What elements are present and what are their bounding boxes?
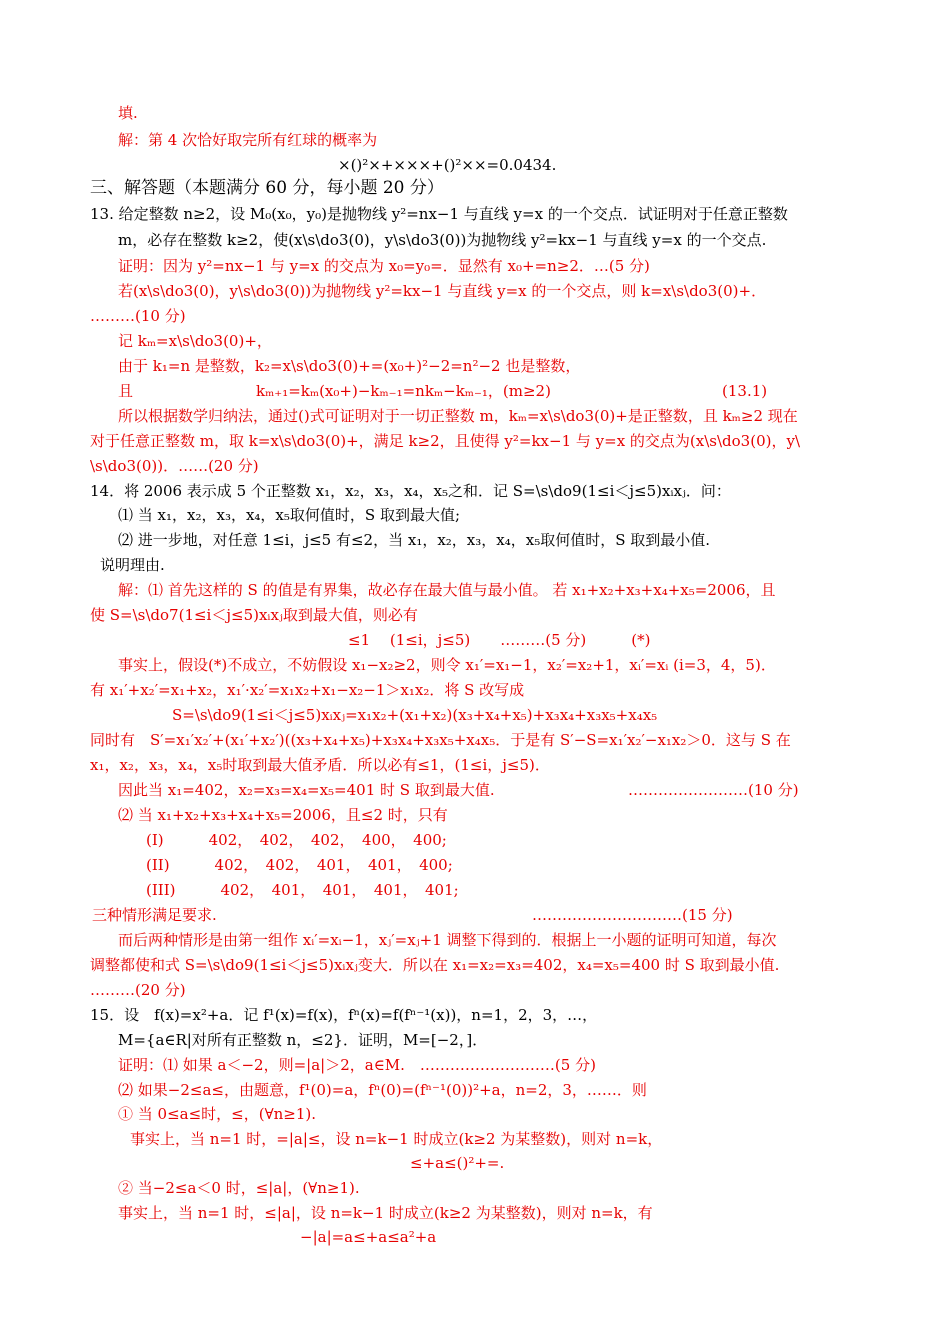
solution-line: 同时有 S′=x₁′x₂′+(x₁′+x₂′)((x₃+x₄+x₅)+x₃x₄+x₃x₅+x₄x₅．于是有 S′−S=x₁′x₂′−x₁x₂＞0．这与 S 在: [90, 731, 791, 749]
proof-equation: kₘ₊₁=kₘ(x₀+)−kₘ₋₁=nkₘ−kₘ₋₁，(m≥2): [256, 382, 551, 400]
solution-line: ………(20 分): [90, 981, 186, 999]
proof-line: 证明：⑴ 如果 a＜−2，则=|a|＞2，a∈M. ………………………(5 分): [118, 1056, 596, 1074]
solution-line: ⑵ 当 x₁+x₂+x₃+x₄+x₅=2006，且≤2 时，只有: [118, 806, 448, 824]
proof-line: 所以根据数学归纳法，通过()式可证明对于一切正整数 m，kₘ=x\s\do3(0)+是正整数，且 kₘ≥2 现在: [118, 407, 798, 425]
solution-line: x₁，x₂，x₃，x₄，x₅时取到最大值矛盾．所以必有≤1，(1≤i，j≤5)．: [90, 756, 550, 774]
proof-line: ① 当 0≤a≤时，≤，(∀n≥1).: [118, 1105, 317, 1123]
problem-14-line: 说明理由.: [100, 556, 165, 574]
solution-line: 有 x₁′+x₂′=x₁+x₂，x₁′·x₂′=x₁x₂+x₁−x₂−1＞x₁x₂．将 S 改写成: [90, 681, 525, 699]
proof-line: 事实上，当 n=1 时，≤|a|，设 n=k−1 时成立(k≥2 为某整数)，则对 n=k，有: [118, 1204, 653, 1222]
proof-line: 由于 k₁=n 是整数，k₂=x\s\do3(0)+=(x₀+)²−2=n²−2 也是整数，: [118, 357, 581, 375]
solution-line: ≤1 (1≤i，j≤5) ………(5 分) (*): [348, 631, 651, 649]
problem-14-line: ⑴ 当 x₁，x₂，x₃，x₄，x₅取何值时，S 取到最大值;: [118, 506, 460, 524]
section-heading: 三、解答题（本题满分 60 分，每小题 20 分）: [90, 178, 444, 198]
proof-line: ② 当−2≤a＜0 时，≤|a|，(∀n≥1).: [118, 1179, 360, 1197]
proof-line: 对于任意正整数 m，取 k=x\s\do3(0)+，满足 k≥2，且使得 y²=kx−1 与 y=x 的交点为(x\s\do3(0)，y\: [90, 432, 801, 450]
problem-15-line: 15．设 f(x)=x²+a．记 f¹(x)=f(x)，fⁿ(x)=f(fⁿ⁻¹(x))，n=1，2，3，…，: [90, 1006, 598, 1024]
case-row: (II) 402， 402， 401， 401， 400;: [146, 856, 453, 874]
proof-line: \s\do3(0))．……(20 分): [90, 457, 259, 475]
proof-line: ≤+a≤()²+=.: [410, 1154, 505, 1172]
solution-line: S=\s\do9(1≤i＜j≤5)xᵢxⱼ=x₁x₂+(x₁+x₂)(x₃+x₄+x₅)+x₃x₄+x₃x₅+x₄x₅: [172, 706, 658, 724]
proof-line: 且: [118, 382, 134, 400]
solution-line: 事实上，假设(*)不成立，不妨假设 x₁−x₂≥2，则令 x₁′=x₁−1，x₂′=x₂+1，xᵢ′=xᵢ (i=3，4，5)．: [118, 656, 776, 674]
problem-15-line: M={a∈R|对所有正整数 n，≤2}．证明，M=[−2，]．: [118, 1031, 488, 1049]
text-line: ×()²×+×××+()²××=0.0434.: [338, 156, 557, 174]
solution-line: 三种情形满足要求.: [92, 906, 217, 924]
score-marker: ……………………(10 分): [628, 781, 799, 799]
solution-line: 调整都使和式 S=\s\do9(1≤i＜j≤5)xᵢxⱼ变大．所以在 x₁=x₂=x₃=402，x₄=x₅=400 时 S 取到最小值.: [90, 956, 780, 974]
problem-13-line: m，必存在整数 k≥2，使(x\s\do3(0)，y\s\do3(0))为抛物线 y²=kx−1 与直线 y=x 的一个交点.: [118, 231, 767, 249]
proof-line: 记 kₘ=x\s\do3(0)+，: [118, 332, 272, 350]
case-row: (III) 402， 401， 401， 401， 401;: [146, 881, 459, 899]
proof-line: ⑵ 如果−2≤a≤，由题意，f¹(0)=a，fⁿ(0)=(fⁿ⁻¹(0))²+a，n=2，3，……．则: [118, 1081, 647, 1099]
problem-14-line: ⑵ 进一步地，对任意 1≤i，j≤5 有≤2，当 x₁，x₂，x₃，x₄，x₅取何值时，S 取到最小值.: [118, 531, 711, 549]
case-row: (I) 402， 402， 402， 400， 400;: [146, 831, 447, 849]
proof-line: 事实上，当 n=1 时，=|a|≤，设 n=k−1 时成立(k≥2 为某整数)，则对 n=k，: [130, 1130, 663, 1148]
problem-13-line: 13. 给定整数 n≥2，设 M₀(x₀，y₀)是抛物线 y²=nx−1 与直线 y=x 的一个交点．试证明对于任意正整数: [90, 205, 788, 223]
proof-line: ………(10 分): [90, 307, 186, 325]
text-line: 解：第 4 次恰好取完所有红球的概率为: [118, 131, 378, 149]
text-line: 填.: [118, 104, 138, 122]
problem-14-line: 14．将 2006 表示成 5 个正整数 x₁，x₂，x₃，x₄，x₅之和．记 S=\s\do9(1≤i＜j≤5)xᵢxⱼ．问：: [90, 482, 731, 500]
solution-line: 而后两种情形是由第一组作 xᵢ′=xᵢ−1，xⱼ′=xⱼ+1 调整下得到的．根据上一小题的证明可知道，每次: [118, 931, 777, 949]
equation-number: (13.1): [722, 382, 768, 400]
proof-line: −|a|=a≤+a≤a²+a: [300, 1228, 437, 1246]
proof-line: 若(x\s\do3(0)，y\s\do3(0))为抛物线 y²=kx−1 与直线 y=x 的一个交点，则 k=x\s\do3(0)+．: [118, 282, 767, 300]
proof-line: 证明：因为 y²=nx−1 与 y=x 的交点为 x₀=y₀=．显然有 x₀+=n≥2．…(5 分): [118, 257, 650, 275]
score-marker: …………………………(15 分): [532, 906, 733, 924]
solution-line: 使 S=\s\do7(1≤i＜j≤5)xᵢxⱼ取到最大值，则必有: [90, 606, 418, 624]
solution-line: 解：⑴ 首先这样的 S 的值是有界集，故必存在最大值与最小值。 若 x₁+x₂+x₃+x₄+x₅=2006，且: [118, 581, 776, 599]
solution-line: 因此当 x₁=402，x₂=x₃=x₄=x₅=401 时 S 取到最大值.: [118, 781, 495, 799]
